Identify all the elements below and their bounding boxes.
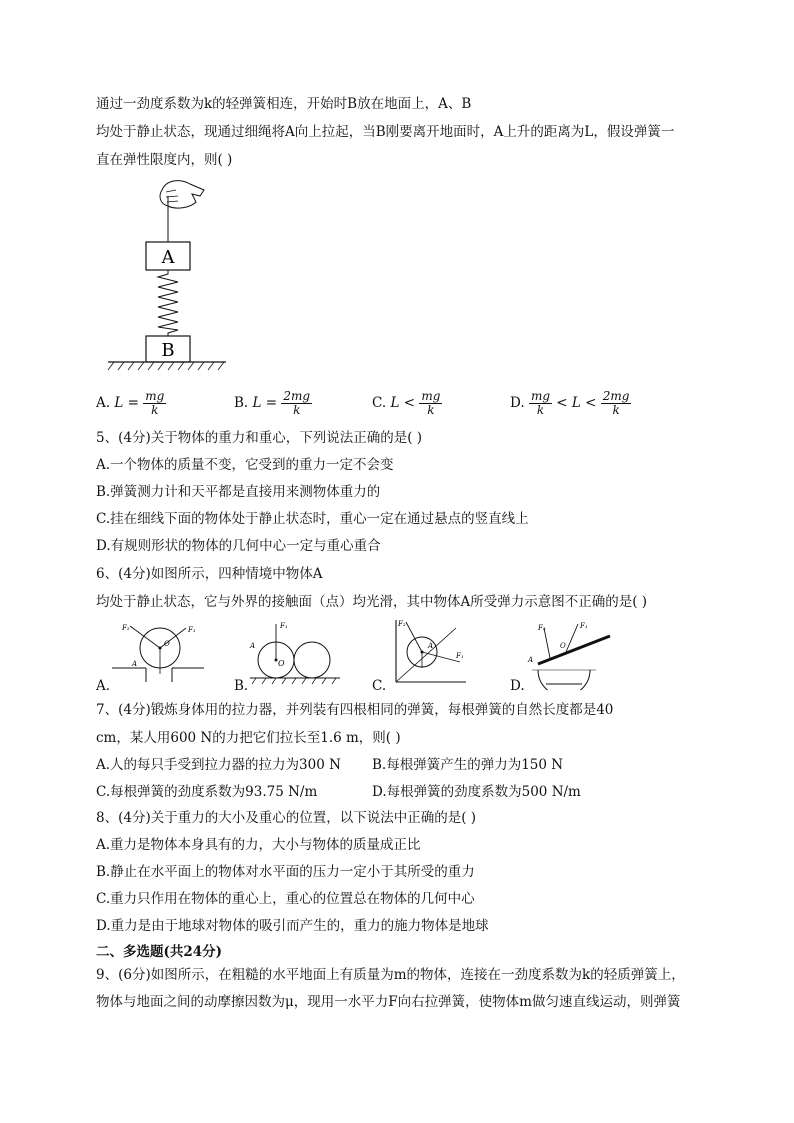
option-letter: D. <box>510 395 525 411</box>
fraction <box>601 390 632 417</box>
spring-blocks-figure <box>100 178 240 374</box>
svg-text:O: O <box>278 659 285 668</box>
q4-option-c[interactable] <box>372 390 442 417</box>
q8-option-c[interactable]: C.重力只作用在物体的重心上，重心的位置总在物体的几何中心 <box>96 891 475 907</box>
q4-line-1: 通过一劲度系数为k的轻弹簧相连，开始时B放在地面上，A、B <box>96 96 472 112</box>
numerator: mg <box>145 389 165 403</box>
q8-stem: 8、(4分)关于重力的大小及重心的位置，以下说法中正确的是( ) <box>96 810 477 826</box>
numerator: 2mg <box>602 389 630 403</box>
q4-option-b[interactable] <box>234 390 312 417</box>
q6-figure-label-d: D. <box>510 678 525 694</box>
q5-option-b[interactable]: B.弹簧测力计和天平都是直接用来测物体重力的 <box>96 484 381 500</box>
fraction <box>281 390 312 417</box>
q5-option-a[interactable]: A.一个物体的质量不变，它受到的重力一定不会变 <box>96 457 394 473</box>
numerator: mg <box>421 389 441 403</box>
fraction <box>419 390 442 417</box>
q5-stem: 5、(4分)关于物体的重力和重心，下列说法正确的是( ) <box>96 430 423 446</box>
svg-text:A: A <box>250 642 256 650</box>
q4-line-2: 均处于静止状态，现通过细绳将A向上拉起，当B刚要离开地面时，A上升的距离为L，假设弹簧一 <box>96 124 675 140</box>
q8-option-a[interactable]: A.重力是物体本身具有的力，大小与物体的质量成正比 <box>96 837 421 853</box>
numerator: mg <box>530 389 550 403</box>
svg-text:F₁: F₁ <box>188 626 196 634</box>
q6-figure-d[interactable] <box>524 618 624 690</box>
q6-figure-b[interactable] <box>246 618 346 690</box>
q6-line-2: 均处于静止状态，它与外界的接触面（点）均光滑，其中物体A所受弹力示意图不正确的是( ) <box>96 594 648 610</box>
q8-option-d[interactable]: D.重力是由于地球对物体的吸引而产生的，重力的施力物体是地球 <box>96 918 489 934</box>
fig-label-a: A <box>161 247 175 268</box>
q7-option-a[interactable]: A.人的每只手受到拉力器的拉力为300 N <box>96 757 341 773</box>
q6-figure-label-a: A. <box>96 678 111 694</box>
svg-text:O: O <box>560 642 566 650</box>
svg-text:F₂: F₂ <box>538 624 546 632</box>
svg-text:F₂: F₂ <box>398 620 406 628</box>
option-letter: C. <box>372 395 387 411</box>
q4-line-3: 直在弹性限度内，则( ) <box>96 152 233 168</box>
q7-line-2: cm，某人用600 N的力把它们拉长至1.6 m，则( ) <box>96 730 401 746</box>
option-relation: L = <box>252 395 278 411</box>
svg-text:A: A <box>132 660 138 668</box>
fraction <box>143 390 166 417</box>
q6-line-1: 6、(4分)如图所示，四种情境中物体A <box>96 566 323 582</box>
q7-line-1: 7、(4分)锻炼身体用的拉力器，并列装有四根相同的弹簧，每根弹簧的自然长度都是40 <box>96 702 614 718</box>
option-relation: L < <box>390 395 416 411</box>
svg-text:A: A <box>428 642 434 650</box>
numerator: 2mg <box>283 389 311 403</box>
denominator: k <box>536 403 545 417</box>
fraction <box>529 390 552 417</box>
section-heading: 二、多选题(共24分) <box>96 944 223 960</box>
q6-figure-label-b: B. <box>234 678 249 694</box>
denominator: k <box>151 403 159 417</box>
q9-line-1: 9、(6分)如图所示，在粗糙的水平地面上有质量为m的物体，连接在一劲度系数为k的轻质弹簧上， <box>96 967 685 983</box>
q6-figure-label-c: C. <box>372 678 387 694</box>
q8-option-b[interactable]: B.静止在水平面上的物体对水平面的压力一定小于其所受的重力 <box>96 864 475 880</box>
q7-option-c[interactable]: C.每根弹簧的劲度系数为93.75 N/m <box>96 784 318 800</box>
svg-text:A: A <box>528 656 534 664</box>
q7-option-b[interactable]: B.每根弹簧产生的弹力为150 N <box>372 757 564 773</box>
svg-text:F₁: F₁ <box>580 622 588 630</box>
q7-option-d[interactable]: D.每根弹簧的劲度系数为500 N/m <box>372 784 581 800</box>
fig-label-b: B <box>161 340 175 361</box>
denominator: k <box>293 403 301 417</box>
denominator: k <box>427 403 435 417</box>
q4-option-a[interactable] <box>96 390 166 417</box>
option-letter: A. <box>96 395 111 411</box>
svg-text:F₂: F₂ <box>122 624 130 632</box>
q9-line-2: 物体与地面之间的动摩擦因数为μ，现用一水平力F向右拉弹簧，使物体m做匀速直线运动，则弹簧 <box>96 994 681 1010</box>
option-relation: L = <box>114 395 139 411</box>
denominator: k <box>612 403 620 417</box>
q5-option-d[interactable]: D.有规则形状的物体的几何中心一定与重心重合 <box>96 538 381 554</box>
q5-option-c[interactable]: C.挂在细线下面的物体处于静止状态时，重心一定在通过悬点的竖直线上 <box>96 511 529 527</box>
q4-option-d[interactable] <box>510 390 631 417</box>
svg-text:F₁: F₁ <box>280 622 288 630</box>
svg-text:F₁: F₁ <box>456 652 464 660</box>
option-letter: B. <box>234 395 249 411</box>
option-relation: < L < <box>556 395 597 411</box>
q6-figure-c[interactable] <box>386 618 486 690</box>
q6-figure-a[interactable] <box>108 618 208 690</box>
svg-text:O: O <box>164 640 170 648</box>
